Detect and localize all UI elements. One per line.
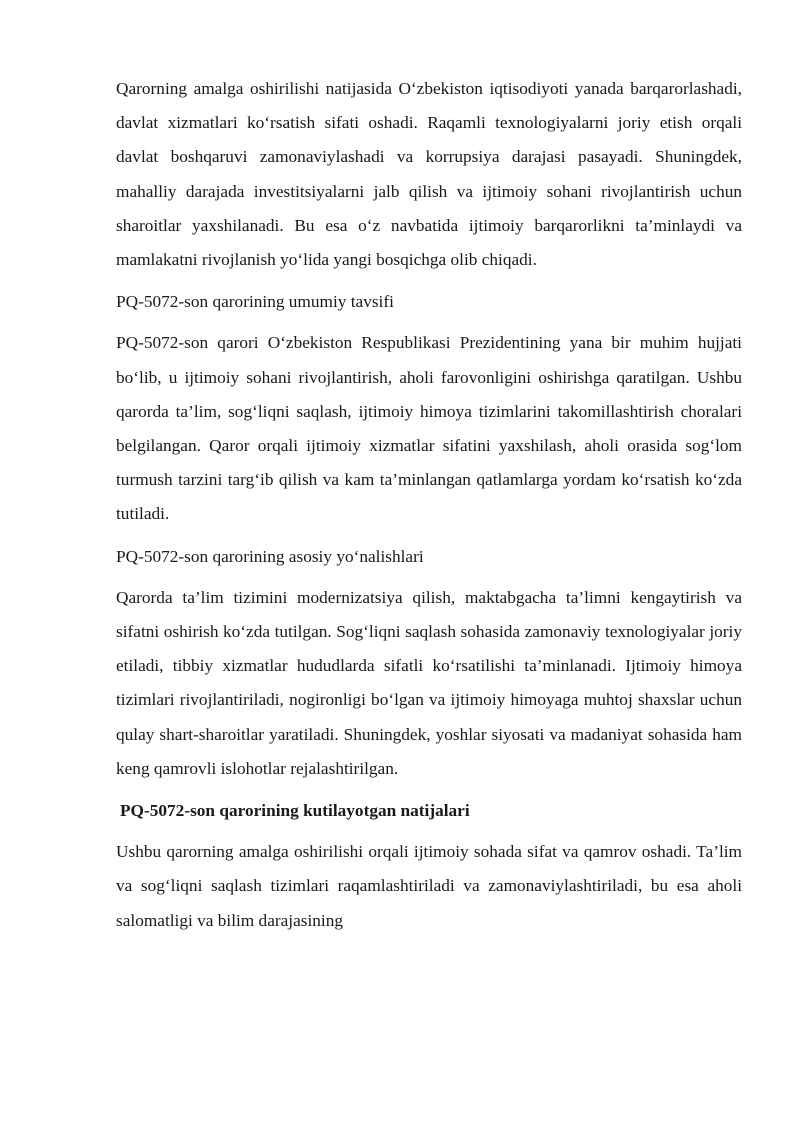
- paragraph-results-intro: Qarorning amalga oshirilishi natijasida O‘zbekiston iqtisodiyoti yanada barqarorlashadi, davlat xizmatlari ko‘rsatish sifati oshadi. Raqamli texnologiyalarni joriy etish orqali davlat boshqaruvi zamonaviylashadi va korrupsiya darajasi pasayadi. Shuningdek, mahalliy darajada investitsiyalarni jalb qilish va ijtimoiy sohani rivojlantirish uchun sharoitlar yaxshilanadi. Bu esa o‘z navbatida ijtimoiy barqarorlikni ta’minlaydi va mamlakatni rivojlanish yo‘lida yangi bosqichga olib chiqadi.: [116, 79, 742, 270]
- heading-general-description: PQ-5072-son qarorining umumiy tavsifi: [116, 292, 394, 312]
- paragraph-general-description: PQ-5072-son qarori O‘zbekiston Respublikasi Prezidentining yana bir muhim hujjati bo‘lib, u ijtimoiy sohani rivojlantirish, aholi farovonligini oshirishga qaratilgan. Ushbu qarorda ta’lim, sog‘liqni saqlash, ijtimoiy himoya tizimlarini takomillashtirish choralari belgilangan. Qaror orqali ijtimoiy xizmatlar sifatini yaxshilash, aholi orasida sog‘lom turmush tarzini targ‘ib qilish va kam ta’minlangan qatlamlarga yordam ko‘rsatish ko‘zda tutiladi.: [116, 333, 742, 524]
- paragraph-expected-results: Ushbu qarorning amalga oshirilishi orqali ijtimoiy sohada sifat va qamrov oshadi. Ta’lim va sog‘liqni saqlash tizimlari raqamlashtiriladi va zamonaviylashtiriladi, bu esa aholi salomatligi va bilim darajasining: [116, 842, 742, 930]
- heading-expected-results: PQ-5072-son qarorining kutilayotgan natijalari: [120, 801, 470, 821]
- heading-main-directions: PQ-5072-son qarorining asosiy yo‘nalishlari: [116, 546, 424, 566]
- paragraph-main-directions: Qarorda ta’lim tizimini modernizatsiya qilish, maktabgacha ta’limni kengaytirish va sifatni oshirish ko‘zda tutilgan. Sog‘liqni saqlash sohasida zamonaviy texnologiyalar joriy etiladi, tibbiy xizmatlar hududlarda sifatli ko‘rsatilishi ta’minlanadi. Ijtimoiy himoya tizimlari rivojlantiriladi, nogironligi bo‘lgan va ijtimoiy himoyaga muhtoj shaxslar uchun qulay shart-sharoitlar yaratiladi. Shuningdek, yoshlar siyosati va madaniyat sohasida ham keng qamrovli islohotlar rejalashtirilgan.: [116, 587, 742, 778]
- document-page: [116, 72, 742, 938]
